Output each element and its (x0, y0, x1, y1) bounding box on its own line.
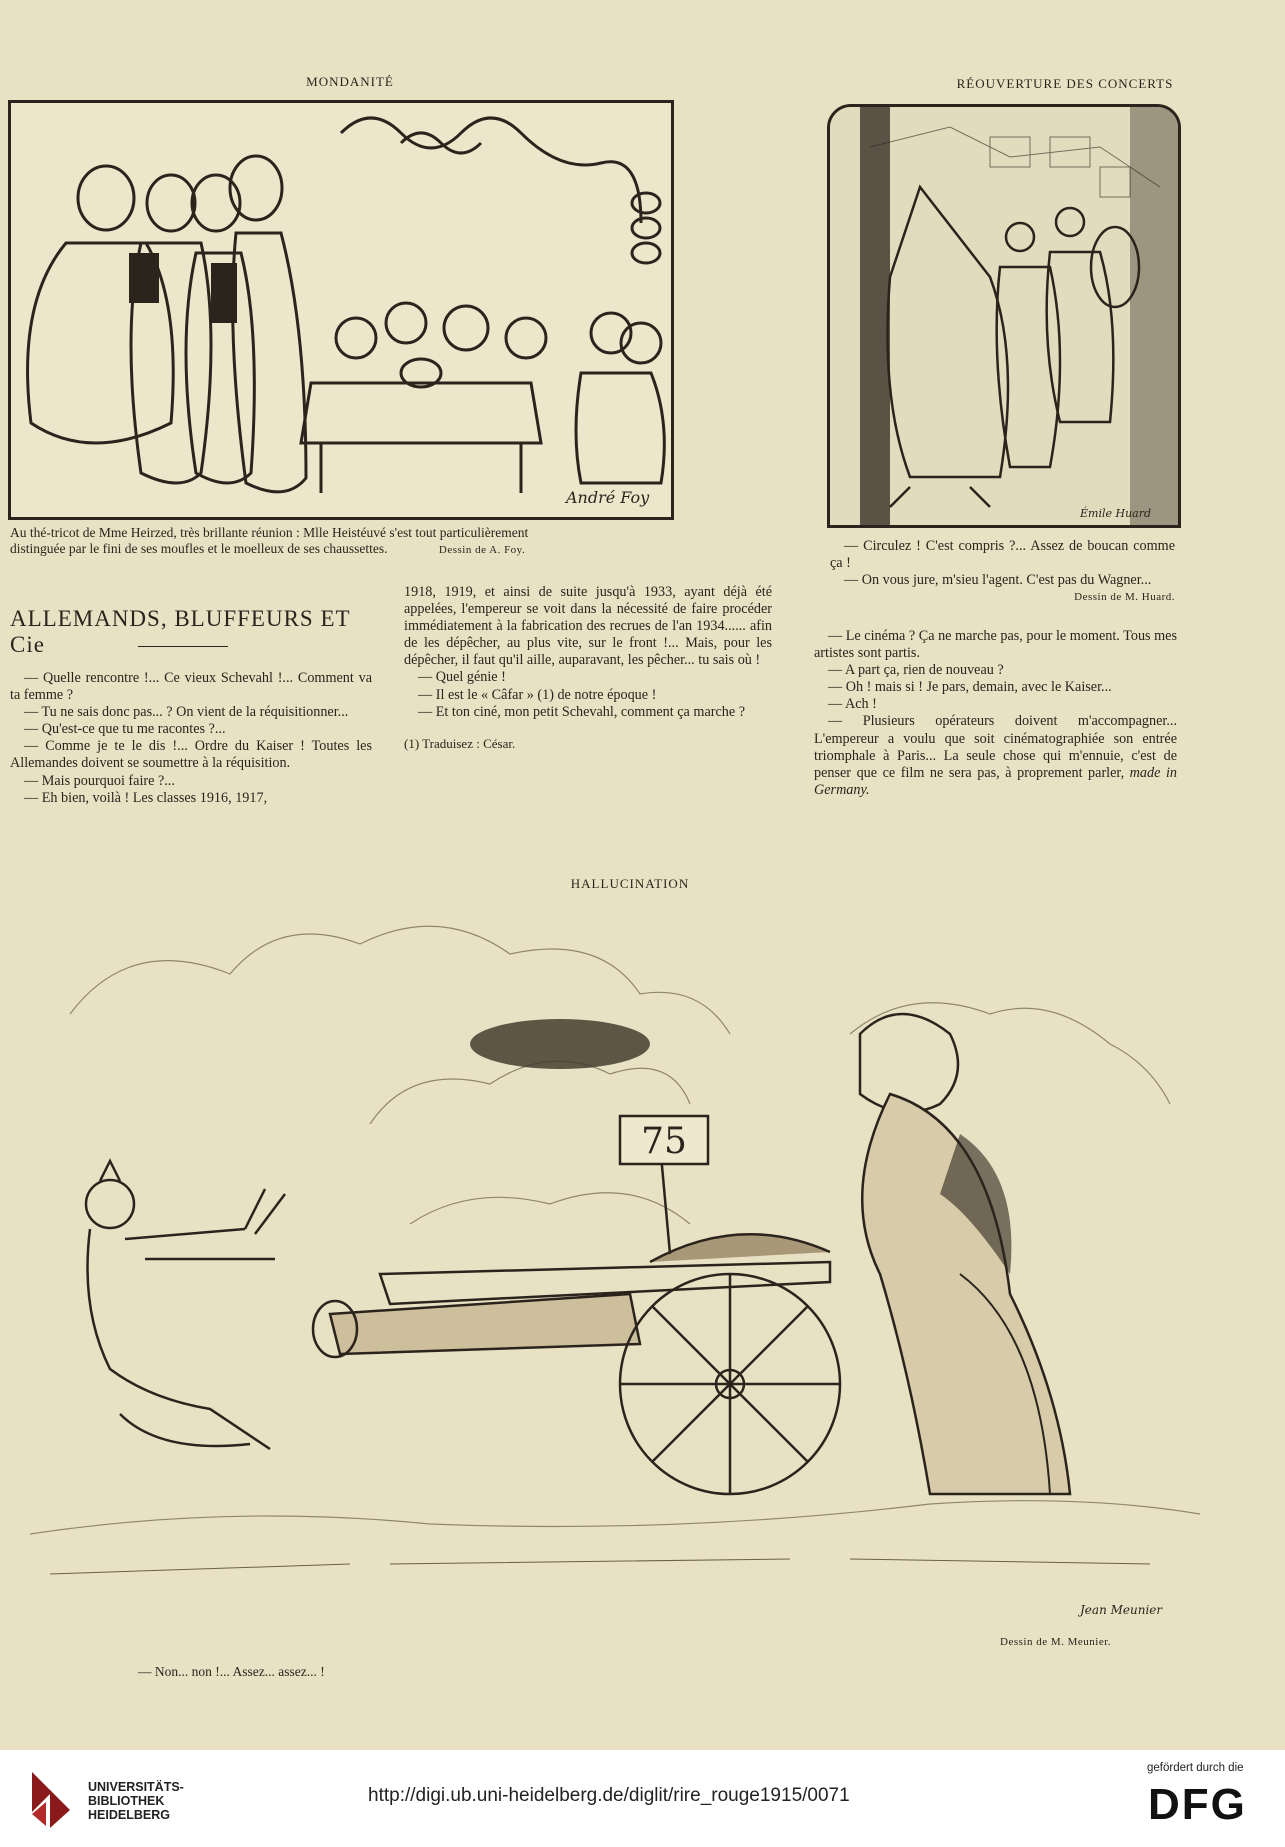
column-3-paragraph: — Plusieurs opérateurs doivent m'accompagner... L'empereur a voulu que soit cinématographiée son entrée triomphale à Paris... La seule chose qui m'ennuie, c'est de penser que ce film ne sera pas, à proprement parler, made in Germany. (814, 713, 1177, 798)
dfg-logo: DFG (1148, 1780, 1247, 1829)
library-name-line-1: UNIVERSITÄTS- (88, 1780, 184, 1794)
hallucination-drawing (30, 894, 1200, 1654)
funded-by-label: gefördert durch die (1147, 1762, 1244, 1774)
dialogue-line-1: — Circulez ! C'est compris ?... Assez de boucan comme ça ! (830, 538, 1175, 572)
column-3-paragraph: — Le cinéma ? Ça ne marche pas, pour le moment. Tous mes artistes sont partis. (814, 628, 1177, 662)
library-name-line-2: BIBLIOTHEK (88, 1794, 165, 1808)
column-1-paragraph: — Tu ne sais donc pas... ? On vient de la réquisitionner... (24, 704, 349, 721)
sign-75: 75 (641, 1121, 687, 1162)
signature-meunier: Jean Meunier (1080, 1603, 1163, 1617)
column-1-paragraph: — Qu'est-ce que tu me racontes ?... (24, 721, 226, 738)
column-2-paragraph: — Il est le « Câfar » (1) de notre époque ! (418, 686, 657, 703)
credit-meunier: Dessin de M. Meunier. (1000, 1636, 1112, 1648)
illustration-title-concerts: RÉOUVERTURE DES CONCERTS (956, 76, 1174, 91)
illustration-title-hallucination: HALLUCINATION (570, 876, 690, 891)
library-name-line-3: HEIDELBERG (88, 1808, 170, 1822)
column-2-paragraph: — Et ton ciné, mon petit Schevahl, comment ça marche ? (418, 703, 745, 720)
column-2-paragraph: 1918, 1919, et ainsi de suite jusqu'à 1933, ayant déjà été appelées, l'empereur se voit dans la nécessité de faire procéder immédiatement à la fabrication des recrues de l'an 1934...... afin de les dépêcher, au plus vite, sur le front !... Mais, pour les dépêcher, il faut qu'il aille, auparavant, les pêcher... tu sais où ! (404, 584, 772, 669)
illustration-title-mondanite: MONDANITÉ (306, 74, 394, 89)
footnote: (1) Traduisez : César. (404, 735, 516, 751)
dialogue-line-2: — On vous jure, m'sieu l'agent. C'est pas du Wagner... (844, 572, 1152, 589)
caption-mondanite (10, 525, 790, 558)
permalink-url[interactable]: http://digi.ub.uni-heidelberg.de/diglit/rire_rouge1915/0071 (368, 1785, 850, 1806)
caption-hallucination: — Non... non !... Assez... assez... ! (138, 1664, 325, 1679)
article-column-3 (814, 628, 1177, 799)
dialogue-concerts (830, 538, 1175, 606)
column-1-paragraph: — Quelle rencontre !... Ce vieux Schevahl !... Comment va ta femme ? (10, 670, 372, 704)
digitization-footer (0, 1750, 1285, 1847)
column-3-paragraph: — Ach ! (828, 696, 877, 713)
heidelberg-library-logo-icon (28, 1768, 74, 1830)
library-name (88, 1780, 184, 1822)
caption-line-1: Au thé-tricot de Mme Heirzed, très brillante réunion : Mlle Heistéuvé s'est tout particulièrement (10, 525, 529, 540)
caption-line-2: distinguée par le fini de ses moufles et le moelleux de ses chaussettes. Dessin de A. Foy. (10, 541, 526, 556)
column-3-paragraph: — A part ça, rien de nouveau ? (828, 662, 1004, 679)
column-2-paragraph: — Quel génie ! (418, 669, 506, 686)
made-in-germany: made in Germany. (814, 764, 1177, 798)
column-1-paragraph: — Mais pourquoi faire ?... (24, 772, 175, 789)
street-concert-drawing (830, 107, 1178, 525)
column-1-paragraph: — Eh bien, voilà ! Les classes 1916, 1917, (24, 789, 268, 806)
article-heading: ALLEMANDS, BLUFFEURS ET Cie (10, 606, 351, 657)
article-column-2 (404, 584, 772, 752)
signature-foy: André Foy (566, 488, 650, 507)
credit-huard: Dessin de M. Huard. (1074, 591, 1175, 604)
illustration-tea-knitting (8, 100, 674, 520)
signature-huard: Émile Huard (1080, 507, 1152, 520)
article-column-1 (10, 670, 372, 807)
credit-foy: Dessin de A. Foy. (438, 544, 526, 556)
tea-party-drawing (11, 103, 671, 517)
column-3-paragraph: — Oh ! mais si ! Je pars, demain, avec le Kaiser... (828, 679, 1112, 696)
illustration-hallucination (30, 894, 1200, 1654)
heading-divider (138, 646, 228, 647)
illustration-concerts (827, 104, 1181, 528)
column-1-paragraph: — Comme je te le dis !... Ordre du Kaiser ! Toutes les Allemandes doivent se soumettre à la réquisition. (10, 738, 372, 772)
